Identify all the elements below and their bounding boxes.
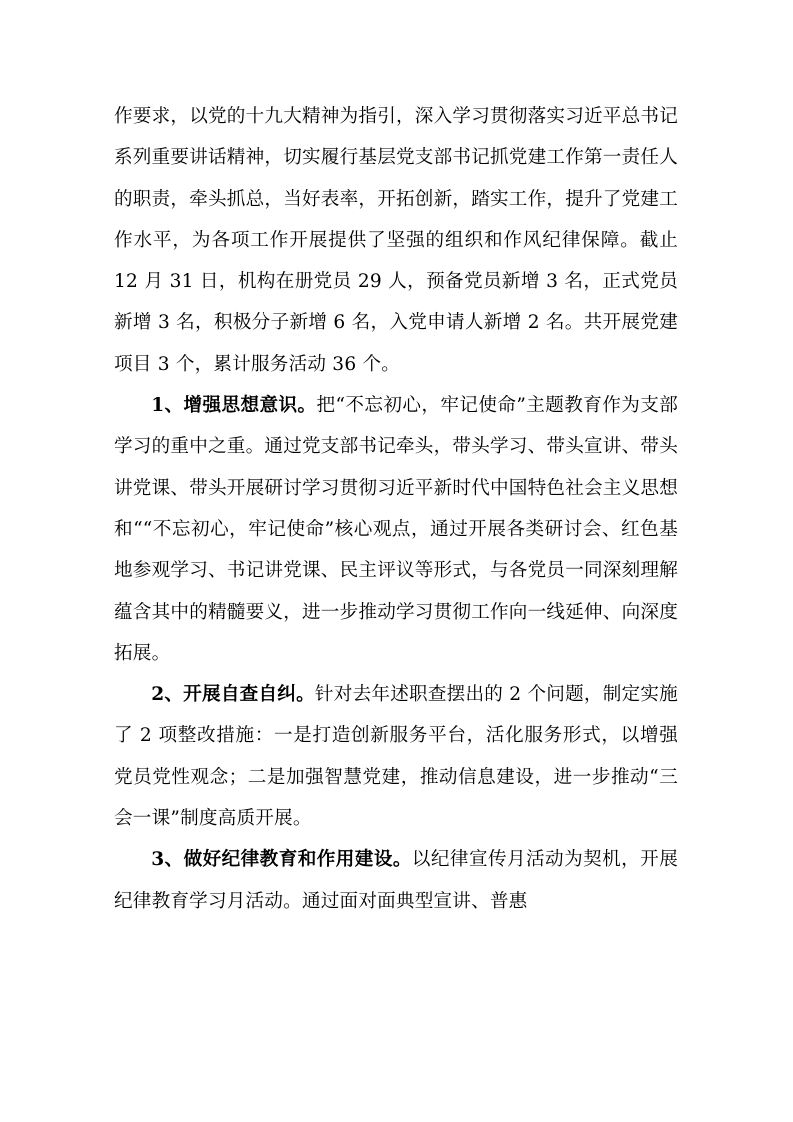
section-heading-3: 3、做好纪律教育和作用建设。 (151, 849, 412, 871)
section-paragraph-3 (114, 839, 678, 922)
section-body-1: 把“不忘初心，牢记使命”主题教育作为支部学习的重中之重。通过党支部书记牵头，带头学习、带头宣讲、带头讲党课、带头开展研讨学习贯彻习近平新时代中国特色社会主义思想和““不忘初心，牢记使命”核心观点，通过开展各类研讨会、红色基地参观学习、书记讲党课、民主评议等形式，与各党员一同深刻理解蕴含其中的精髓要义，进一步推动学习贯彻工作向一线延伸、向深度拓展。 (114, 395, 678, 664)
intro-paragraph: 作要求，以党的十九大精神为指引，深入学习贯彻落实习近平总书记系列重要讲话精神，切实履行基层党支部书记抓党建工作第一责任人的职责，牵头抓总，当好表率，开拓创新，踏实工作，提升了党建工作水平，为各项工作开展提供了坚强的组织和作风纪律保障。截止 12 月 31 日，机构在册党员 29 人，预备党员新增 3 名，正式党员新增 3 名，积极分子新增 6 名，入党申请人新增 2 名。共开展党建项目 3 个，累计服务活动 36 个。 (114, 106, 678, 375)
document-body (114, 96, 678, 922)
section-heading-1: 1、增强思想意识。 (151, 395, 317, 417)
section-body-2: 针对去年述职查摆出的 2 个问题，制定实施了 2 项整改措施：一是打造创新服务平台，活化服务形式，以增强党员党性观念；二是加强智慧党建，推动信息建设，进一步推动“三会一课”制度高质开展。 (114, 684, 678, 830)
section-paragraph-2 (114, 674, 678, 839)
section-paragraph-1 (114, 385, 678, 674)
section-body-3: 以纪律宣传月活动为契机，开展纪律教育学习月活动。通过面对面典型宣讲、普惠 (114, 849, 678, 912)
section-heading-2: 2、开展自查自纠。 (151, 684, 315, 706)
